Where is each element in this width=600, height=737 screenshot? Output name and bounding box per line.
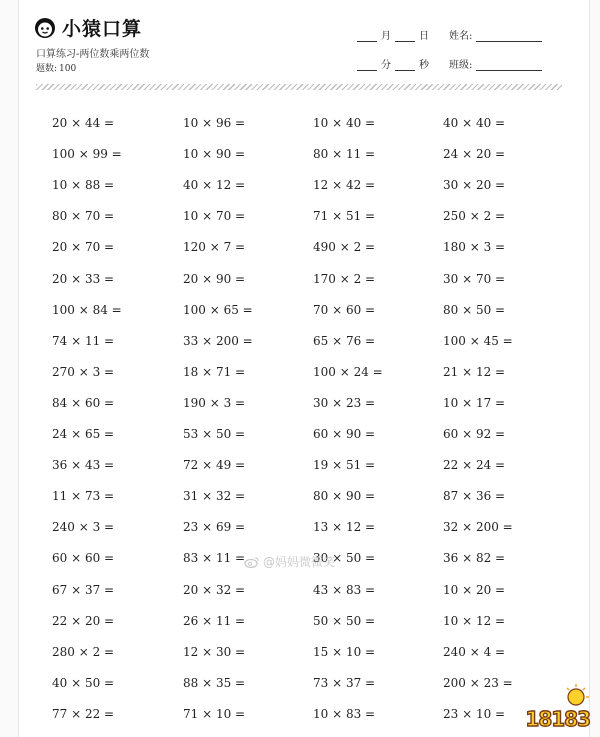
problem-item: 53 × 50 =	[183, 427, 246, 441]
problem-item: 77 × 22 =	[52, 706, 115, 721]
problem-item: 24 × 65 =	[52, 427, 115, 441]
problem-item: 43 × 83 =	[313, 582, 376, 597]
problem-item: 10 × 83 =	[313, 706, 376, 721]
problem-count-label: 题数:	[36, 64, 58, 74]
problem-item: 60 × 60 =	[52, 551, 115, 566]
problem-item: 20 × 32 =	[183, 582, 246, 597]
problem-item: 30 × 23 =	[313, 395, 376, 410]
problem-item: 10 × 90 =	[183, 147, 246, 162]
weibo-icon	[244, 556, 260, 568]
class-blank	[476, 60, 542, 71]
problem-item: 20 × 70 =	[52, 240, 115, 255]
problem-item: 30 × 50 =	[313, 551, 376, 566]
class-label: 班级:	[449, 60, 473, 71]
problem-item: 15 × 10 =	[313, 644, 376, 659]
problem-item: 24 × 20 =	[443, 147, 506, 162]
problem-item: 100 × 84 =	[52, 302, 122, 317]
worksheet-subtitle: 口算练习-两位数乘两位数	[36, 49, 150, 60]
site-logo-text: 18183	[525, 707, 590, 731]
weibo-watermark	[244, 553, 335, 570]
monkey-logo-icon	[34, 17, 56, 39]
problem-item: 19 × 51 =	[313, 458, 376, 473]
problem-item: 23 × 69 =	[183, 520, 246, 535]
date-line	[357, 27, 433, 42]
problem-item: 36 × 43 =	[52, 458, 115, 473]
problem-item: 88 × 35 =	[183, 675, 246, 690]
problem-item: 240 × 3 =	[52, 520, 115, 535]
problem-item: 170 × 2 =	[313, 271, 376, 286]
problem-item: 30 × 70 =	[443, 271, 506, 286]
problem-item: 23 × 10 =	[443, 706, 506, 721]
day-label: 日	[419, 31, 429, 42]
problem-item: 250 × 2 =	[443, 209, 506, 224]
minute-blank	[357, 60, 377, 71]
problem-item: 73 × 37 =	[313, 675, 376, 690]
problem-item: 67 × 37 =	[52, 582, 115, 597]
problem-item: 83 × 11 =	[183, 551, 246, 566]
problem-item: 120 × 7 =	[183, 240, 246, 255]
problem-item: 100 × 45 =	[443, 333, 513, 348]
problem-item: 10 × 17 =	[443, 395, 506, 410]
problem-item: 100 × 99 =	[52, 147, 122, 162]
problem-item: 240 × 4 =	[443, 644, 506, 659]
hatched-divider	[36, 84, 562, 90]
day-blank	[395, 31, 415, 42]
problem-item: 190 × 3 =	[183, 395, 246, 410]
problem-item: 74 × 11 =	[52, 333, 115, 348]
name-label: 姓名:	[449, 31, 473, 42]
problem-item: 80 × 70 =	[52, 209, 115, 224]
problem-item: 31 × 32 =	[183, 489, 246, 504]
problem-item: 21 × 12 =	[443, 364, 506, 379]
problem-item: 10 × 40 =	[313, 116, 376, 130]
problem-item: 65 × 76 =	[313, 333, 376, 348]
class-line	[449, 56, 542, 71]
problem-item: 32 × 200 =	[443, 520, 513, 535]
problem-item: 36 × 82 =	[443, 551, 506, 566]
problem-item: 11 × 73 =	[52, 489, 115, 504]
problem-item: 71 × 51 =	[313, 209, 376, 224]
second-blank	[395, 60, 415, 71]
problem-item: 60 × 92 =	[443, 427, 506, 441]
problem-item: 30 × 20 =	[443, 178, 506, 193]
page-margin-left	[0, 0, 18, 737]
brand	[34, 14, 142, 41]
problem-count	[36, 61, 76, 74]
problem-item: 13 × 12 =	[313, 520, 376, 535]
problem-item: 87 × 36 =	[443, 489, 506, 504]
name-line	[449, 27, 542, 42]
problem-item: 84 × 60 =	[52, 395, 115, 410]
problem-item: 40 × 50 =	[52, 675, 115, 690]
problem-item: 18 × 71 =	[183, 364, 246, 379]
month-blank	[357, 31, 377, 42]
problem-item: 40 × 40 =	[443, 116, 506, 130]
problem-item: 60 × 90 =	[313, 427, 376, 441]
problem-item: 10 × 12 =	[443, 613, 506, 628]
problem-item: 22 × 24 =	[443, 458, 506, 473]
problem-item: 280 × 2 =	[52, 644, 115, 659]
problem-item: 71 × 10 =	[183, 706, 246, 721]
problem-item: 70 × 60 =	[313, 302, 376, 317]
problem-item: 490 × 2 =	[313, 240, 376, 255]
problem-item: 200 × 23 =	[443, 675, 513, 690]
problem-item: 33 × 200 =	[183, 333, 253, 348]
problem-item: 20 × 44 =	[52, 116, 115, 130]
problem-item: 10 × 88 =	[52, 178, 115, 193]
watermark-text: @妈妈微微笑	[263, 555, 336, 569]
problem-item: 40 × 12 =	[183, 178, 246, 193]
name-blank	[476, 31, 542, 42]
problem-item: 22 × 20 =	[52, 613, 115, 628]
problem-item: 10 × 96 =	[183, 116, 246, 130]
problem-item: 20 × 33 =	[52, 271, 115, 286]
problem-item: 100 × 24 =	[313, 364, 383, 379]
problem-item: 80 × 50 =	[443, 302, 506, 317]
problem-item: 270 × 3 =	[52, 364, 115, 379]
problem-item: 72 × 49 =	[183, 458, 246, 473]
problem-item: 80 × 11 =	[313, 147, 376, 162]
brand-name: 小猿口算	[62, 18, 143, 40]
problem-count-value: 100	[59, 64, 77, 74]
problem-item: 50 × 50 =	[313, 613, 376, 628]
problem-item: 12 × 42 =	[313, 178, 376, 193]
problem-item: 100 × 65 =	[183, 302, 253, 317]
time-line	[357, 56, 433, 71]
problem-item: 26 × 11 =	[183, 613, 246, 628]
problem-item: 180 × 3 =	[443, 240, 506, 255]
month-label: 月	[381, 31, 391, 42]
problem-item: 20 × 90 =	[183, 271, 246, 286]
problem-item: 12 × 30 =	[183, 644, 246, 659]
problem-item: 10 × 20 =	[443, 582, 506, 597]
problem-item: 80 × 90 =	[313, 489, 376, 504]
second-label: 秒	[419, 60, 429, 71]
problem-item: 10 × 70 =	[183, 209, 246, 224]
minute-label: 分	[381, 60, 391, 71]
